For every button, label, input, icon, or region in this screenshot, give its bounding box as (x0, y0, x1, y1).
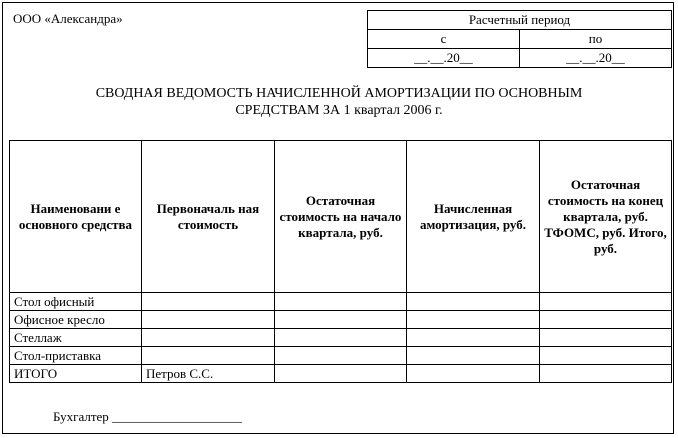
header-initial-cost: Первоначаль ная стоимость (142, 141, 275, 293)
table-cell (407, 311, 540, 329)
asset-name-cell: Стол-приставка (10, 347, 142, 365)
total-row (10, 365, 672, 383)
period-from-label: с (368, 30, 520, 49)
table-cell (275, 329, 407, 347)
table-cell (540, 347, 672, 365)
accountant-signature-line: Бухгалтер ____________________ (53, 409, 243, 424)
table-cell (142, 293, 275, 311)
total-label-cell: ИТОГО (10, 365, 142, 383)
document-title (0, 85, 678, 119)
asset-name-cell: Стол офисный (10, 293, 142, 311)
header-residual-start: Остаточная стоимость на начало квартала, руб. (275, 141, 407, 293)
table-cell (407, 329, 540, 347)
table-cell: Петров С.С. (142, 365, 275, 383)
document-title-line-2: СРЕДСТВАМ ЗА 1 квартал 2006 г. (235, 103, 443, 118)
table-cell (142, 329, 275, 347)
table-cell (540, 311, 672, 329)
table-cell (540, 329, 672, 347)
table-cell (275, 293, 407, 311)
settlement-period-table (367, 10, 672, 68)
table-row (10, 293, 672, 311)
period-to-label: по (520, 30, 672, 49)
table-cell (275, 311, 407, 329)
table-cell (540, 293, 672, 311)
table-cell (407, 365, 540, 383)
table-cell (407, 293, 540, 311)
table-row (10, 311, 672, 329)
period-title: Расчетный период (368, 11, 672, 30)
table-cell (142, 347, 275, 365)
period-to-value: __.__.20__ (520, 49, 672, 68)
header-residual-end: Остаточная стоимость на конец квартала, руб. ТФОМС, руб. Итого, руб. (540, 141, 672, 293)
table-cell (142, 311, 275, 329)
table-cell (275, 365, 407, 383)
document-title-line-1: СВОДНАЯ ВЕДОМОСТЬ НАЧИСЛЕННОЙ АМОРТИЗАЦИИ ПО ОСНОВНЫМ (95, 86, 583, 101)
header-accrued-depreciation: Начисленная амортизация, руб. (407, 141, 540, 293)
header-row (10, 141, 672, 293)
depreciation-table (9, 140, 672, 383)
table-row (10, 347, 672, 365)
organization-name: ООО «Александра» (13, 11, 123, 26)
header-asset-name: Наименовани е основного средства (10, 141, 142, 293)
asset-name-cell: Офисное кресло (10, 311, 142, 329)
table-cell (540, 365, 672, 383)
table-row (10, 329, 672, 347)
asset-name-cell: Стеллаж (10, 329, 142, 347)
period-from-value: __.__.20__ (368, 49, 520, 68)
table-cell (275, 347, 407, 365)
table-cell (407, 347, 540, 365)
